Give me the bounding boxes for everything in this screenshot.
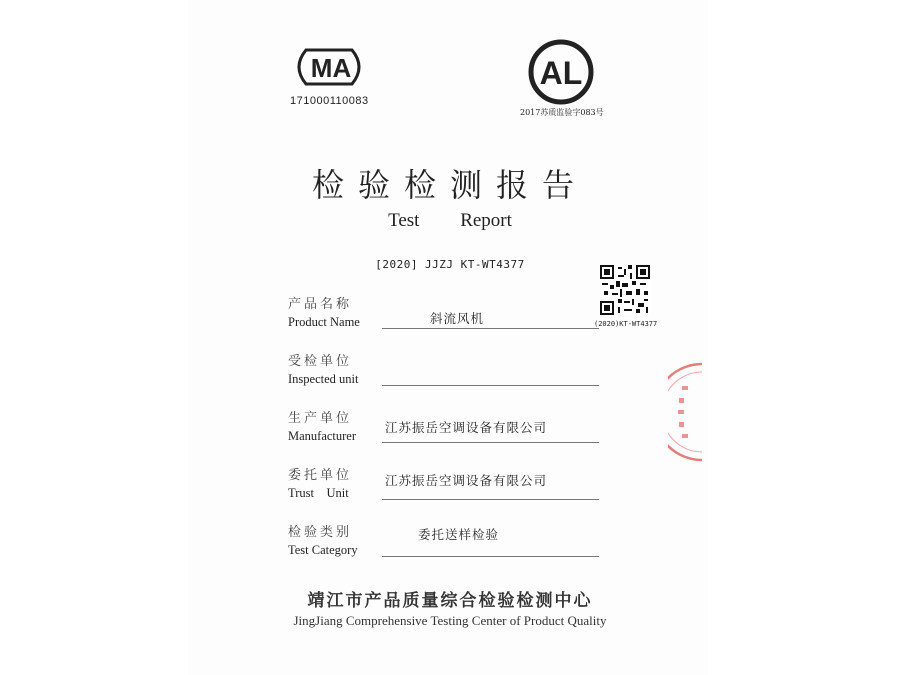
field-value-manufacturer: 江苏振岳空调设备有限公司 xyxy=(385,420,548,435)
field-label-en-trust-unit: Trust Unit xyxy=(288,486,349,500)
field-underline-inspected-unit xyxy=(382,385,599,386)
cma-code: 171000110083 xyxy=(290,95,369,107)
report-number: [2020] JJZJ KT-WT4377 xyxy=(375,258,525,271)
field-label-cn-inspected-unit: 受检单位 xyxy=(288,354,353,369)
red-seal-stamp xyxy=(668,362,702,462)
report-page xyxy=(188,0,708,675)
cma-logo-text: MA xyxy=(310,53,352,83)
report-title-en: Test Report xyxy=(388,210,512,231)
field-label-cn-product-name: 产品名称 xyxy=(288,297,353,312)
field-label-cn-test-category: 检验类别 xyxy=(288,525,353,540)
report-title-cn: 检验检测报告 xyxy=(311,166,588,204)
qr-caption: (2020)KT-WT4377 xyxy=(594,320,658,328)
field-underline-product-name xyxy=(382,328,599,329)
field-underline-test-category xyxy=(382,556,599,557)
field-label-cn-trust-unit: 委托单位 xyxy=(288,468,353,483)
field-label-en-product-name: Product Name xyxy=(288,315,360,329)
field-underline-trust-unit xyxy=(382,499,599,500)
field-label-en-test-category: Test Category xyxy=(288,543,358,557)
field-label-cn-manufacturer: 生产单位 xyxy=(288,411,353,426)
cal-code: 2017苏质监验字083号 xyxy=(520,108,604,117)
qr-code-icon xyxy=(600,265,650,315)
field-value-trust-unit: 江苏振岳空调设备有限公司 xyxy=(385,473,548,488)
cma-logo xyxy=(288,46,370,88)
field-underline-manufacturer xyxy=(382,442,599,443)
center-name-cn: 靖江市产品质量综合检验检测中心 xyxy=(307,591,593,611)
field-value-test-category: 委托送样检验 xyxy=(418,527,500,542)
field-label-en-inspected-unit: Inspected unit xyxy=(288,372,359,386)
field-value-product-name: 斜流风机 xyxy=(430,311,485,326)
cal-logo-text: AL xyxy=(539,55,583,91)
cal-logo xyxy=(520,38,602,106)
center-name-en: JingJiang Comprehensive Testing Center of Product Quality xyxy=(293,613,607,628)
field-label-en-manufacturer: Manufacturer xyxy=(288,429,357,443)
